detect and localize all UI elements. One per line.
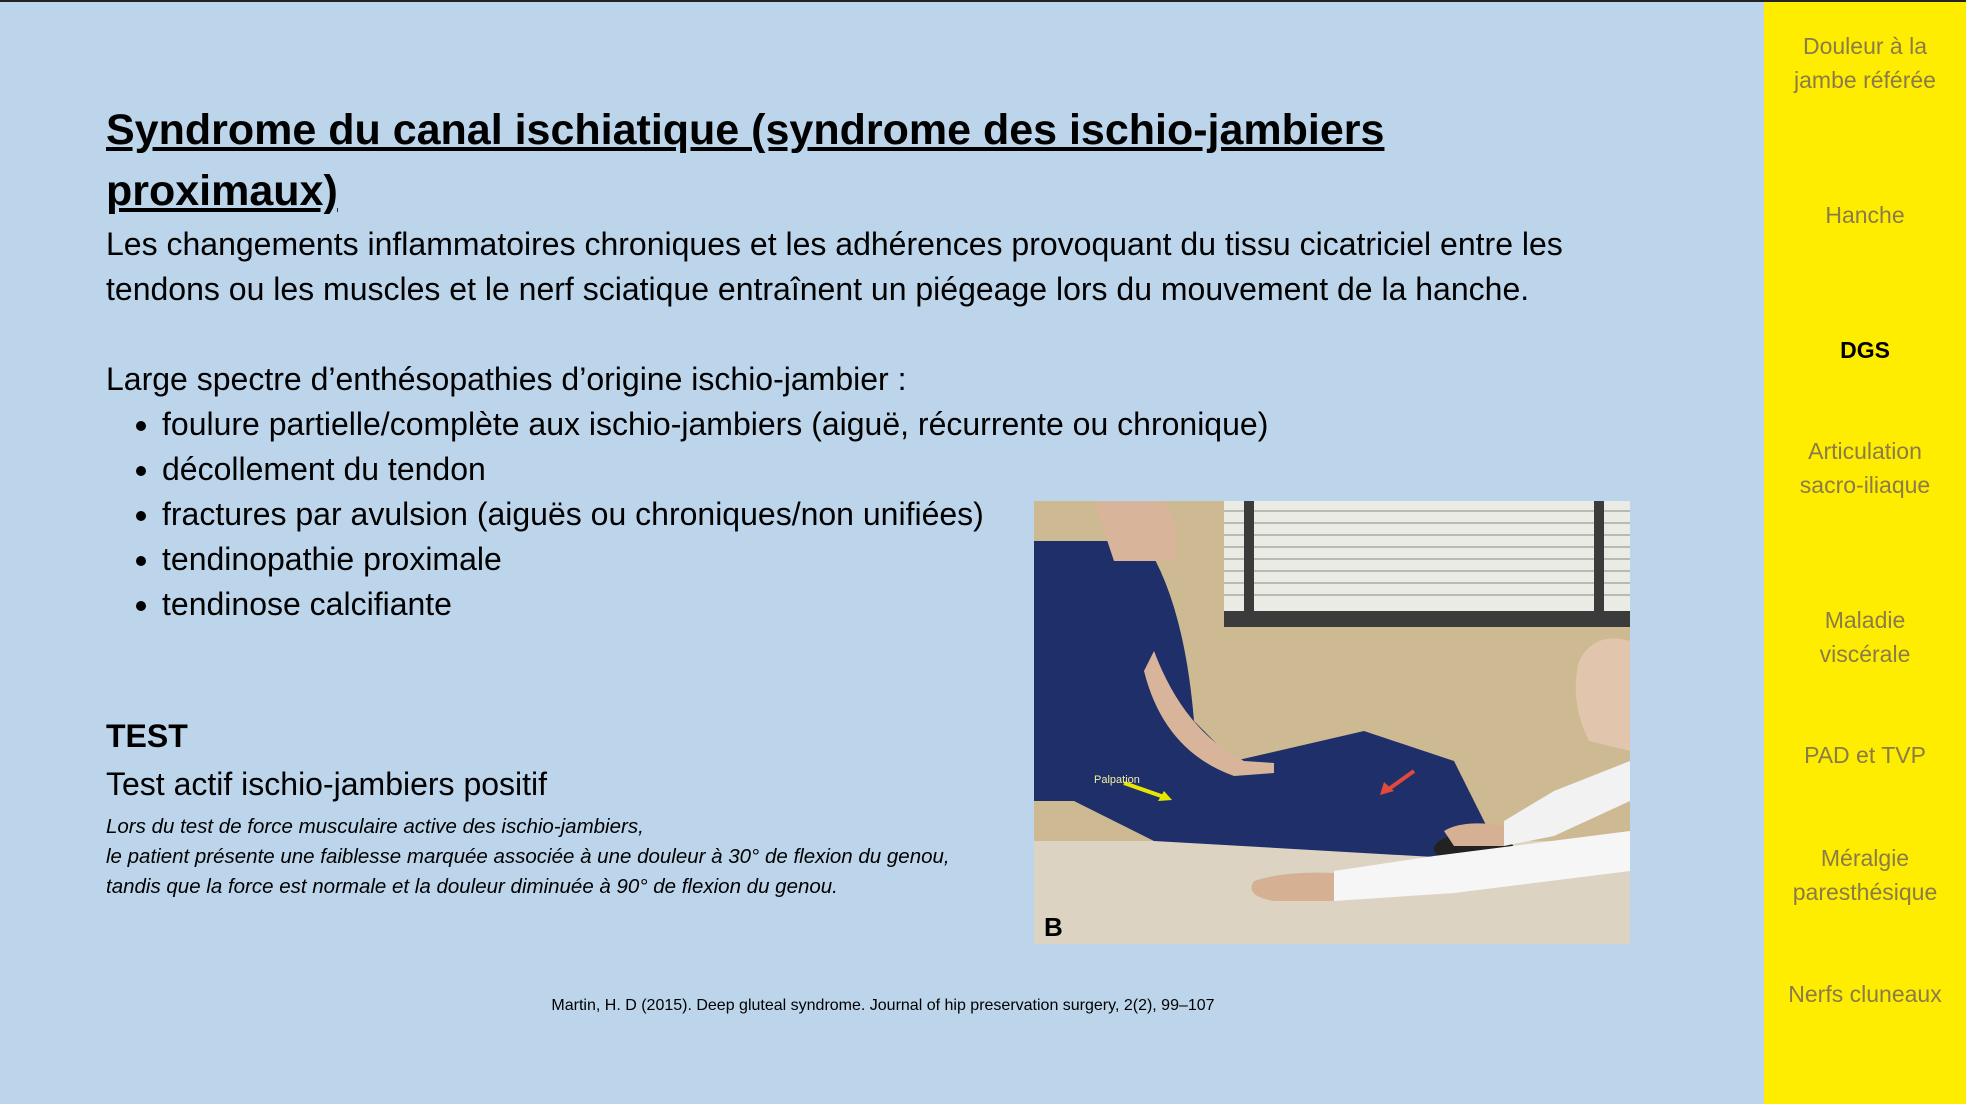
- sidebar-item-articulation-sacro-iliaque[interactable]: [1764, 434, 1966, 502]
- sidebar-item-maladie-viscerale[interactable]: [1764, 603, 1966, 671]
- clinical-photo-illustration: [1034, 501, 1630, 944]
- sidebar-item-meralgie-paresthesique[interactable]: [1764, 841, 1966, 909]
- test-description-line: Lors du test de force musculaire active des ischio-jambiers,: [106, 815, 644, 838]
- sidebar-nav: [1764, 2, 1966, 1104]
- list-item: • tendinopathie proximale: [162, 537, 1706, 582]
- spacer: [106, 312, 1706, 357]
- test-name: Test actif ischio-jambiers positif: [106, 766, 548, 802]
- sidebar-item-label: Maladie: [1824, 607, 1906, 633]
- list-item: • fractures par avulsion (aiguës ou chroniques/non unifiées): [162, 492, 1706, 537]
- list-item: • décollement du tendon: [162, 447, 1706, 492]
- sidebar-item-label: DGS: [1840, 337, 1890, 363]
- sidebar-item-hanche[interactable]: [1764, 198, 1966, 232]
- sidebar-item-label: Hanche: [1825, 202, 1905, 228]
- slide-title: Syndrome du canal ischiatique (syndrome des ischio-jambiers proximaux): [106, 106, 1385, 215]
- test-description-line: le patient présente une faiblesse marquée associée à une douleur à 30° de flexion du genou,: [106, 845, 950, 868]
- sidebar-item-douleur-jambe-referee[interactable]: [1764, 29, 1966, 97]
- sidebar-item-dgs[interactable]: [1764, 333, 1966, 367]
- panel-label: B: [1044, 912, 1063, 942]
- sidebar-item-label: viscérale: [1819, 641, 1911, 667]
- spectrum-label: Large spectre d’enthésopathies d’origine ischio-jambier :: [106, 361, 907, 397]
- sidebar-item-label: sacro-iliaque: [1799, 472, 1931, 498]
- sidebar-item-label: PAD et TVP: [1804, 742, 1926, 768]
- sidebar-item-label: Nerfs cluneaux: [1788, 981, 1942, 1007]
- list-item: • foulure partielle/complète aux ischio-jambiers (aiguë, récurrente ou chronique): [162, 402, 1706, 447]
- test-description-line: tandis que la force est normale et la douleur diminuée à 90° de flexion du genou.: [106, 875, 838, 898]
- sidebar-item-label: Douleur à la: [1802, 33, 1928, 59]
- test-heading: TEST: [106, 718, 188, 754]
- sidebar-item-pad-tvp[interactable]: [1764, 738, 1966, 772]
- photo-annotation: Palpation: [1094, 774, 1140, 786]
- list-item: • tendinose calcifiante: [162, 582, 1706, 627]
- sidebar-item-nerfs-cluneaux[interactable]: [1764, 977, 1966, 1011]
- sidebar-item-label: Méralgie: [1820, 845, 1910, 871]
- top-border: [0, 0, 1966, 2]
- sidebar-item-label: Articulation: [1808, 438, 1922, 464]
- sidebar-item-label: jambe référée: [1794, 67, 1936, 93]
- sidebar-item-label: paresthésique: [1792, 879, 1938, 905]
- test-description: [106, 812, 1026, 902]
- intro-paragraph: Les changements inflammatoires chroniques et les adhérences provoquant du tissu cicatriciel entre les tendons ou les muscles et le nerf sciatique entraînent un piégeage lors du mouvement de la hanche.: [106, 226, 1563, 307]
- citation: Martin, H. D (2015). Deep gluteal syndrome. Journal of hip preservation surgery, 2(2), 99–107: [551, 997, 1215, 1014]
- clinical-photo: [1034, 501, 1630, 944]
